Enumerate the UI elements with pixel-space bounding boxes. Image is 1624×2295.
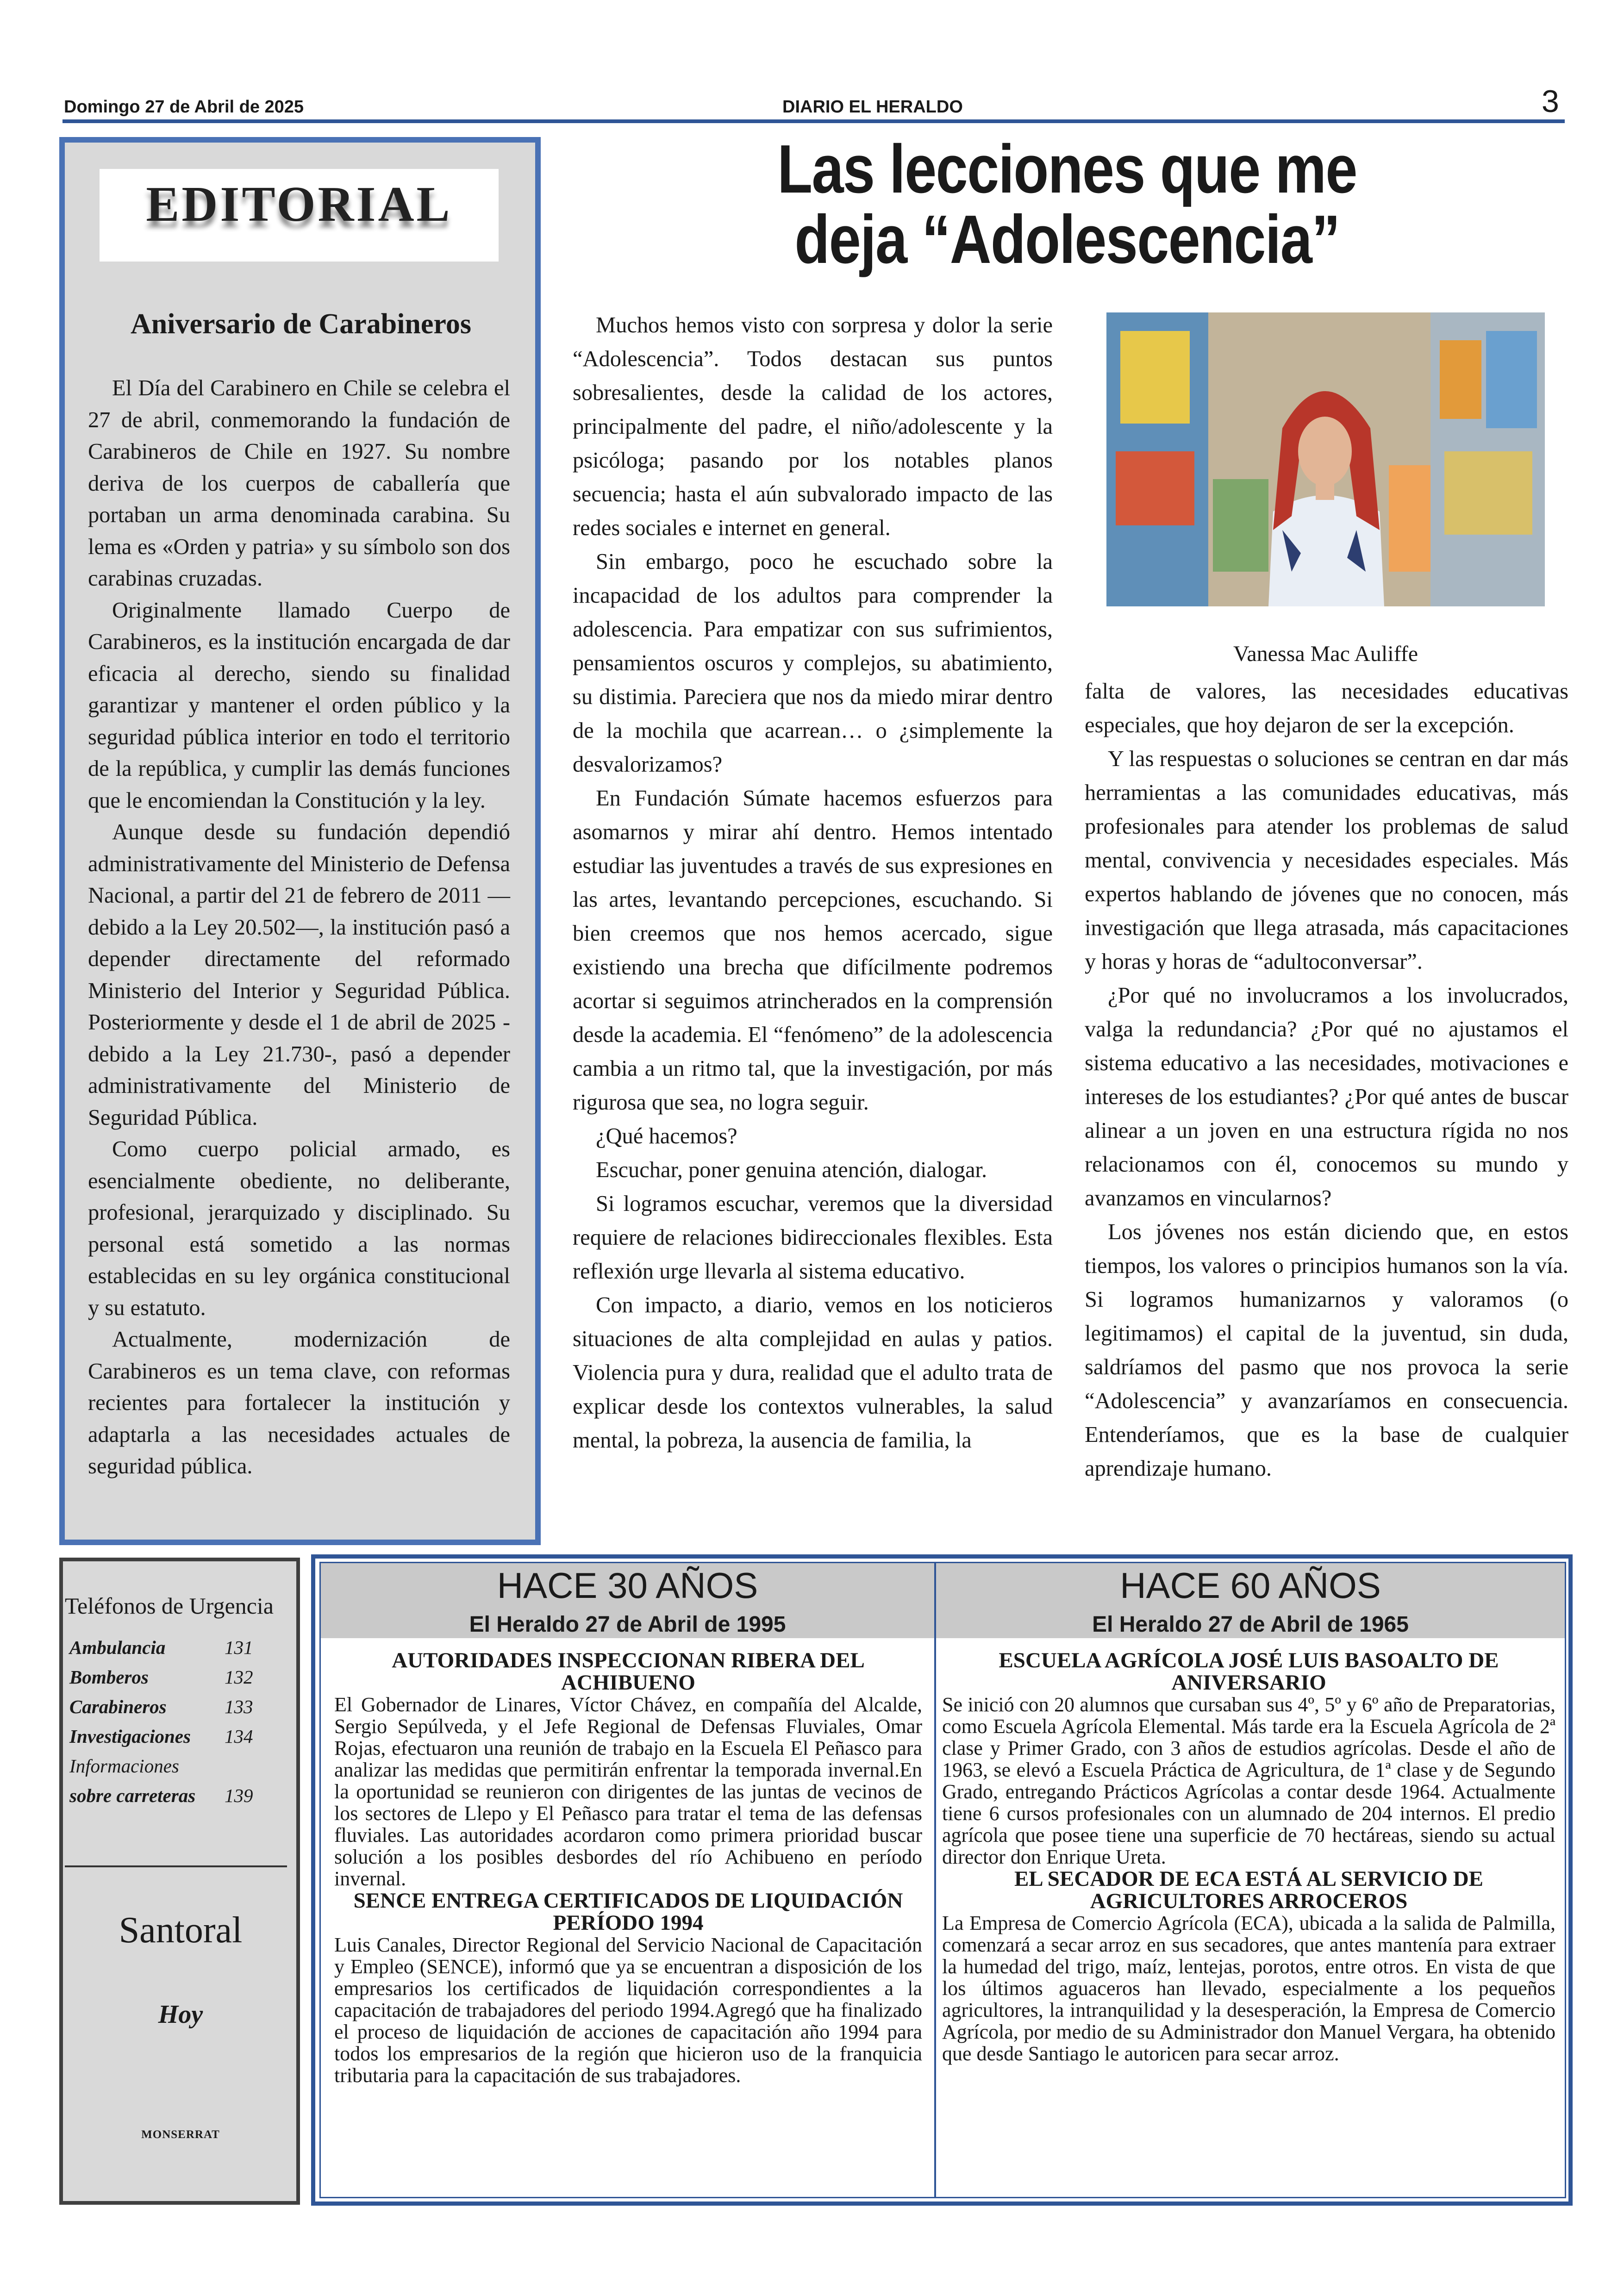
santoral-today: Hoy — [158, 2000, 203, 2029]
news-body: Luis Canales, Director Regional del Servicio Nacional de Capacitación y Empleo (SENCE), informó que ya se encuentran a disposición de los empresarios los certificados de liquidación correspondientes a la capacitación de trabajadores del periodo 1994.Agregó que ha finalizado el proceso de liquidación de acciones de capacitación año 1994 para todos los empresarios de la región que hicieron uso de la franquicia tributaria para la capacitación de sus trabajadores. — [334, 1933, 922, 2087]
news-headline: SENCE ENTREGA CERTIFICADOS DE LIQUIDACIÓN PERÍODO 1994 — [353, 1889, 903, 1935]
news-body: El Gobernador de Linares, Víctor Chávez, en compañía del Alcalde, Sergio Sepúlveda, y el Jefe Regional de Defensas Fluviales, Omar Rojas, efectuaron una reunión de trabajo en la Escuela El Peñasco para analizar las medidas que permitirán enfrentar la temporada invernal.En la oportunidad se reunieron con dirigentes de las juntas de vecinos de los sectores de Llepo y El Peñasco para tratar el tema de las defensas fluviales. Las autoridades acordaron como primera prioridad buscar solución a los posibles desbordes del río Achibueno en período invernal. — [334, 1693, 922, 1890]
editorial-paragraph: Originalmente llamado Cuerpo de Carabineros, es la institución encargada de dar eficacia al derecho, siendo su finalidad garantizar y mantener el orden público y la seguridad pública interior en todo el territorio de la república, y cumplir las demás funciones que le encomiendan la Constitución y la ley. — [88, 598, 510, 813]
article-title-line: Las lecciones que me — [777, 131, 1357, 207]
article-column-1 — [573, 308, 1053, 1457]
article-paragraph: Los jóvenes nos están diciendo que, en estos tiempos, los valores o principios humanos son la vía. Si logramos humanizarnos y valoramos (o legitimamos) el capital de la juventud, sin duda, saldríamos del pasmo que nos provoca la serie “Adolescencia” y avanzaríamos en consecuencia. Entenderíamos, que es la base de cualquier aprendizaje humano. — [1085, 1220, 1568, 1481]
urgency-label: Investigaciones — [69, 1726, 191, 1747]
editorial-paragraph: Aunque desde su fundación dependió administrativamente del Ministerio de Defensa Nacional, a partir del 21 de febrero de 2011 —debido a la Ley 20.502—, la institución pasó a depender directamente del reformado Ministerio del Interior y Seguridad Pública. Posteriormente y desde el 1 de abril de 2025 -debido a la Ley 21.730-, pasó a depender administrativamente del Ministerio de Seguridad Pública. — [88, 820, 510, 1130]
news-headline: EL SECADOR DE ECA ESTÁ AL SERVICIO DE AGRICULTORES ARROCEROS — [1014, 1867, 1484, 1913]
article-title — [633, 131, 1500, 278]
editorial-headline: Aniversario de Carabineros — [131, 308, 471, 340]
author-photo — [1106, 312, 1545, 606]
hace-column-divider — [934, 1562, 936, 2198]
urgency-number: 134 — [225, 1726, 253, 1747]
news-headline: AUTORIDADES INSPECCIONAN RIBERA DEL ACHIBUENO — [392, 1648, 865, 1695]
hace-60-heading: HACE 60 AÑOS — [1120, 1565, 1381, 1606]
news-headline: ESCUELA AGRÍCOLA JOSÉ LUIS BASOALTO DE ANIVERSARIO — [999, 1648, 1499, 1695]
page-date: Domingo 27 de Abril de 2025 — [64, 97, 304, 117]
hace-30-heading: HACE 30 AÑOS — [497, 1565, 758, 1606]
urgency-number: 133 — [225, 1696, 253, 1717]
urgency-number: 131 — [225, 1637, 253, 1658]
editorial-paragraph: El Día del Carabinero en Chile se celebra el 27 de abril, conmemorando la fundación de Carabineros de Chile en 1927. Su nombre deriva de los cuerpos de caballería que portaban un arma denominada carabina. Su lema es «Orden y patria» y su símbolo son dos carabinas cruzadas. — [88, 376, 510, 591]
urgency-label: sobre carreteras — [69, 1785, 196, 1806]
editorial-paragraph: Actualmente, modernización de Carabineros es un tema clave, con reformas recientes para fortalecer la institución y adaptarla a las necesidades actuales de seguridad pública. — [88, 1327, 510, 1478]
page-number: 3 — [1542, 84, 1559, 119]
editorial-paragraph: Como cuerpo policial armado, es esencialmente obediente, no deliberante, profesional, jerarquizado y disciplinado. Su personal está sometido a las normas establecidas en su ley orgánica constitucional y su estatuto. — [88, 1137, 510, 1320]
news-body: Se inició con 20 alumnos que cursaban sus 4º, 5º y 6º año de Preparatorias, como Escuela Agrícola Elemental. Más tarde era la Escuela Agrícola de 2ª clase y Primer Grado, con 3 años de estudios agrícolas. Desde el año de 1963, se elevó a Escuela Práctica de Agricultura, de 1ª clase y de Segundo Grado, entregando Prácticos Agrícolas a contar desde 1964. Actualmente tiene 6 cursos profesionales con un alumnado de 204 internos. El predio agrícola que posee tiene una superficie de 70 hectáreas, siendo su actual director don Enrique Ureta. — [942, 1693, 1555, 1868]
article-paragraph: Y las respuestas o soluciones se centran en dar más herramientas a las comunidades educativas, más profesionales para atender los problemas de salud mental, convivencia y necesidades especiales. Más expertos hablando de jóvenes que no conocen, más investigación que llega atrasada, más capacitaciones y horas y horas de “adultoconversar”. — [1085, 747, 1568, 974]
article-paragraph: ¿Por qué no involucramos a los involucrados, valga la redundancia? ¿Por qué no ajustamos el sistema educativo a las necesidades, motivaciones e intereses de los estudiantes? ¿Por qué antes de buscar alinear a un joven en una estructura rígida no nos relacionamos con él, conocemos su mundo y avanzamos en vincularnos? — [1085, 983, 1568, 1210]
newspaper-name: DIARIO EL HERALDO — [782, 97, 963, 117]
header-rule — [62, 119, 1565, 123]
urgency-number: 139 — [225, 1785, 253, 1806]
article-paragraph: En Fundación Súmate hacemos esfuerzos para asomarnos y mirar ahí dentro. Hemos intentado estudiar las juventudes a través de sus expresiones en las artes, levantando percepciones, escuchando. Si bien creemos que nos hemos acercado, sigue existiendo una brecha que difícilmente podremos acortar si seguimos atrincherados en la comprensión desde la academia. El “fenómeno” de la adolescencia cambia a un ritmo tal, que la investigación, por más rigurosa que sea, no logra seguir. — [573, 786, 1053, 1115]
santoral-title: Santoral — [119, 1910, 243, 1951]
urgency-number: 132 — [225, 1666, 253, 1688]
hace-60-column — [942, 1649, 1555, 2064]
article-paragraph: Con impacto, a diario, vemos en los noticieros situaciones de alta complejidad en aulas y patios. Violencia pura y dura, realidad que el adulto trata de explicar desde los contextos vulnerables, la salud mental, la pobreza, la ausencia de familia, la — [573, 1293, 1053, 1453]
article-paragraph: Escuchar, poner genuina atención, dialogar. — [596, 1158, 987, 1182]
hace-60-subheading: El Heraldo 27 de Abril de 1965 — [1092, 1612, 1409, 1637]
santoral-saint: MONSERRAT — [141, 2128, 220, 2141]
article-column-2 — [1085, 674, 1568, 1485]
article-paragraph: falta de valores, las necesidades educativas especiales, que hoy dejaron de ser la excepción. — [1085, 679, 1568, 737]
hace-30-subheading: El Heraldo 27 de Abril de 1995 — [469, 1612, 786, 1637]
urgency-divider — [65, 1865, 287, 1867]
article-title-line: deja “Adolescencia” — [794, 201, 1340, 278]
article-paragraph: Sin embargo, poco he escuchado sobre la incapacidad de los adultos para comprender la adolescencia. Para empatizar con sus sufrimientos, pensamientos oscuros y complejos, su abatimiento, su distimia. Pareciera que nos da miedo mirar dentro de la mochila que acarrean… o ¿simplemente la desvalorizamos? — [573, 549, 1053, 777]
hace-30-column — [334, 1649, 922, 2086]
article-paragraph: ¿Qué hacemos? — [596, 1124, 737, 1148]
news-body: La Empresa de Comercio Agrícola (ECA), ubicada a la salida de Palmilla, comenzará a secar arroz en sus secadores, que antes mantenía para extraer la humedad del trigo, maíz, lentejas, porotos, entre otros. En vista de que los últimos aguaceros han llevado, especialmente a los pequeños agricultores, la intranquilidad y la desesperación, la Empresa de Comercio Agrícola, por medio de su Administrador don Manuel Vergara, ha obtenido que desde Santiago le autoricen para secar arroz. — [942, 1912, 1555, 2065]
urgency-label: Carabineros — [69, 1696, 167, 1717]
urgency-title: Teléfonos de Urgencia — [65, 1593, 274, 1619]
article-paragraph: Si logramos escuchar, veremos que la diversidad requiere de relaciones bidireccionales flexibles. Esta reflexión urge llevarla al sistema educativo. — [573, 1191, 1053, 1284]
editorial-label: EDITORIAL — [146, 177, 452, 232]
urgency-label: Ambulancia — [69, 1637, 166, 1658]
article-paragraph: Muchos hemos visto con sorpresa y dolor la serie “Adolescencia”. Todos destacan sus puntos sobresalientes, desde la calidad de los actores, principalmente del padre, el niño/adolescente y la psicóloga; pasando por los notables planos secuencia; hasta el aún subvalorado impacto de las redes sociales e internet en general. — [573, 313, 1053, 540]
photo-caption: Vanessa Mac Auliffe — [1233, 642, 1418, 666]
editorial-body — [88, 373, 510, 1483]
urgency-label: Informaciones — [69, 1755, 179, 1777]
urgency-label: Bomberos — [69, 1666, 149, 1688]
